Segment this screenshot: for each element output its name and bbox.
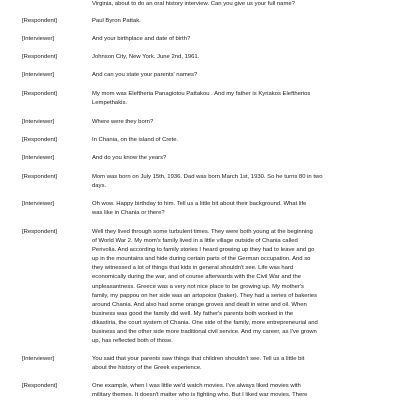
transcript-line: And can you state your parents' names? (92, 72, 198, 78)
transcript-text (92, 17, 374, 26)
transcript-text (92, 382, 374, 400)
transcript-line: Paul Byron Pattak. (92, 18, 141, 24)
transcript-entry (22, 355, 382, 373)
speaker-label: [Respondent] (22, 54, 58, 60)
transcript-entry (22, 154, 382, 163)
transcript-line: Virginia, about to do an oral history interview. Can you give us your full name? (92, 1, 295, 7)
transcript-entry (22, 71, 382, 80)
transcript-line: Oh wow. Happy birthday to him. Tell us a little bit about their background. What life (92, 201, 307, 207)
transcript-text (92, 355, 374, 373)
transcript-line: business and the other side more traditional civil service. And my career, as I've grown (92, 329, 317, 336)
transcript-text (92, 90, 374, 108)
transcript-line: And do you know the years? (92, 155, 167, 161)
transcript-entry (22, 118, 382, 127)
transcript-text (92, 71, 374, 80)
transcript-line: unpleasantness. Greece was a very not nice place to be growing up. My mother's (92, 283, 304, 290)
transcript-line: up in the mountains and hide during certain parts of the German occupation. And so (92, 256, 311, 263)
transcript-text (92, 0, 374, 9)
transcript-text (92, 200, 374, 218)
transcript-line: economically during the war, and of course afterwards with the Civil War and the (92, 274, 301, 281)
transcript-entry (22, 17, 382, 26)
transcript-line: You said that your parents saw things that children shouldn't see. Tell us a little bit (92, 356, 305, 362)
speaker-label: [Interviewer] (22, 155, 55, 161)
transcript-entry (22, 90, 382, 108)
transcript-line: military themes. It doesn't matter who is fighting who. But I liked war movies. There (92, 392, 308, 399)
transcript-line: business was good the family did well. My father's parents both worked in the (92, 310, 294, 317)
transcript-line: about the history of the Greek experience. (92, 365, 202, 372)
transcript-line: family, my pappou on her side was an artopoios (baker). They had a series of bakeries (92, 292, 318, 299)
speaker-label: [Interviewer] (22, 201, 55, 207)
transcript-entry (22, 382, 382, 400)
transcript-line: Johnson City, New York. June 2nd, 1961. (92, 54, 200, 60)
transcript-line: dikastiria, the court system of Chania. One side of the family, more entrepreneurial and (92, 319, 318, 326)
transcript-line: of World War 2. My mom's family lived in a little village outside of Chania called (92, 238, 298, 245)
transcript-entry (22, 173, 382, 191)
transcript-text (92, 154, 374, 163)
transcript-text (92, 228, 374, 346)
transcript-entry (22, 53, 382, 62)
speaker-label: [Respondent] (22, 383, 58, 389)
transcript-text (92, 35, 374, 44)
transcript-entry (22, 200, 382, 218)
transcript-text (92, 136, 374, 145)
speaker-label: [Respondent] (22, 174, 58, 180)
transcript-line: around Chania. And also had some orange groves and dealt in wine and oil. When (92, 301, 307, 308)
transcript-line: Lempethakis. (92, 100, 128, 107)
transcript-entry (22, 0, 382, 9)
transcript-line: And your birthplace and date of birth? (92, 36, 191, 42)
speaker-label: [Respondent] (22, 91, 58, 97)
transcript-entry (22, 35, 382, 44)
transcript-line: In Chania, on the island of Crete. (92, 137, 179, 143)
transcript-text (92, 173, 374, 191)
speaker-label: [Interviewer] (22, 119, 55, 125)
speaker-label: [Respondent] (22, 137, 58, 143)
transcript-line: My mom was Eleftheria Panagiotou Pattakou . And my father is Kyriakos Eleftherios (92, 91, 311, 97)
transcript-line: Perivolia. And according to family stories I heard growing up they had to leave and go (92, 247, 315, 254)
transcript-line: Where were they born? (92, 119, 154, 125)
speaker-label: [Interviewer] (22, 72, 55, 78)
speaker-label: [Respondent] (22, 229, 58, 235)
transcript-line: was like in Chania or there? (92, 210, 165, 217)
speaker-label: [Interviewer] (22, 36, 55, 42)
speaker-label: [Respondent] (22, 18, 58, 24)
transcript-line: they witnessed a lot of things that kids in general shouldn't see. Life was hard (92, 265, 294, 272)
transcript-text (92, 118, 374, 127)
transcript-line: Well they lived through some turbulent times. They were both young at the beginning (92, 229, 313, 235)
transcript-entry (22, 228, 382, 346)
speaker-label: [Interviewer] (22, 356, 55, 362)
transcript-entry (22, 136, 382, 145)
transcript-line: up, has reflected both of those. (92, 338, 173, 345)
transcript-line: days. (92, 183, 107, 190)
transcript-line: One example, when I was little we'd watch movies. I've always liked movies with (92, 383, 301, 389)
transcript-line: Mom was born on July 15th, 1936. Dad was born March 1st, 1930. So he turns 80 in two (92, 174, 323, 180)
transcript-text (92, 53, 374, 62)
